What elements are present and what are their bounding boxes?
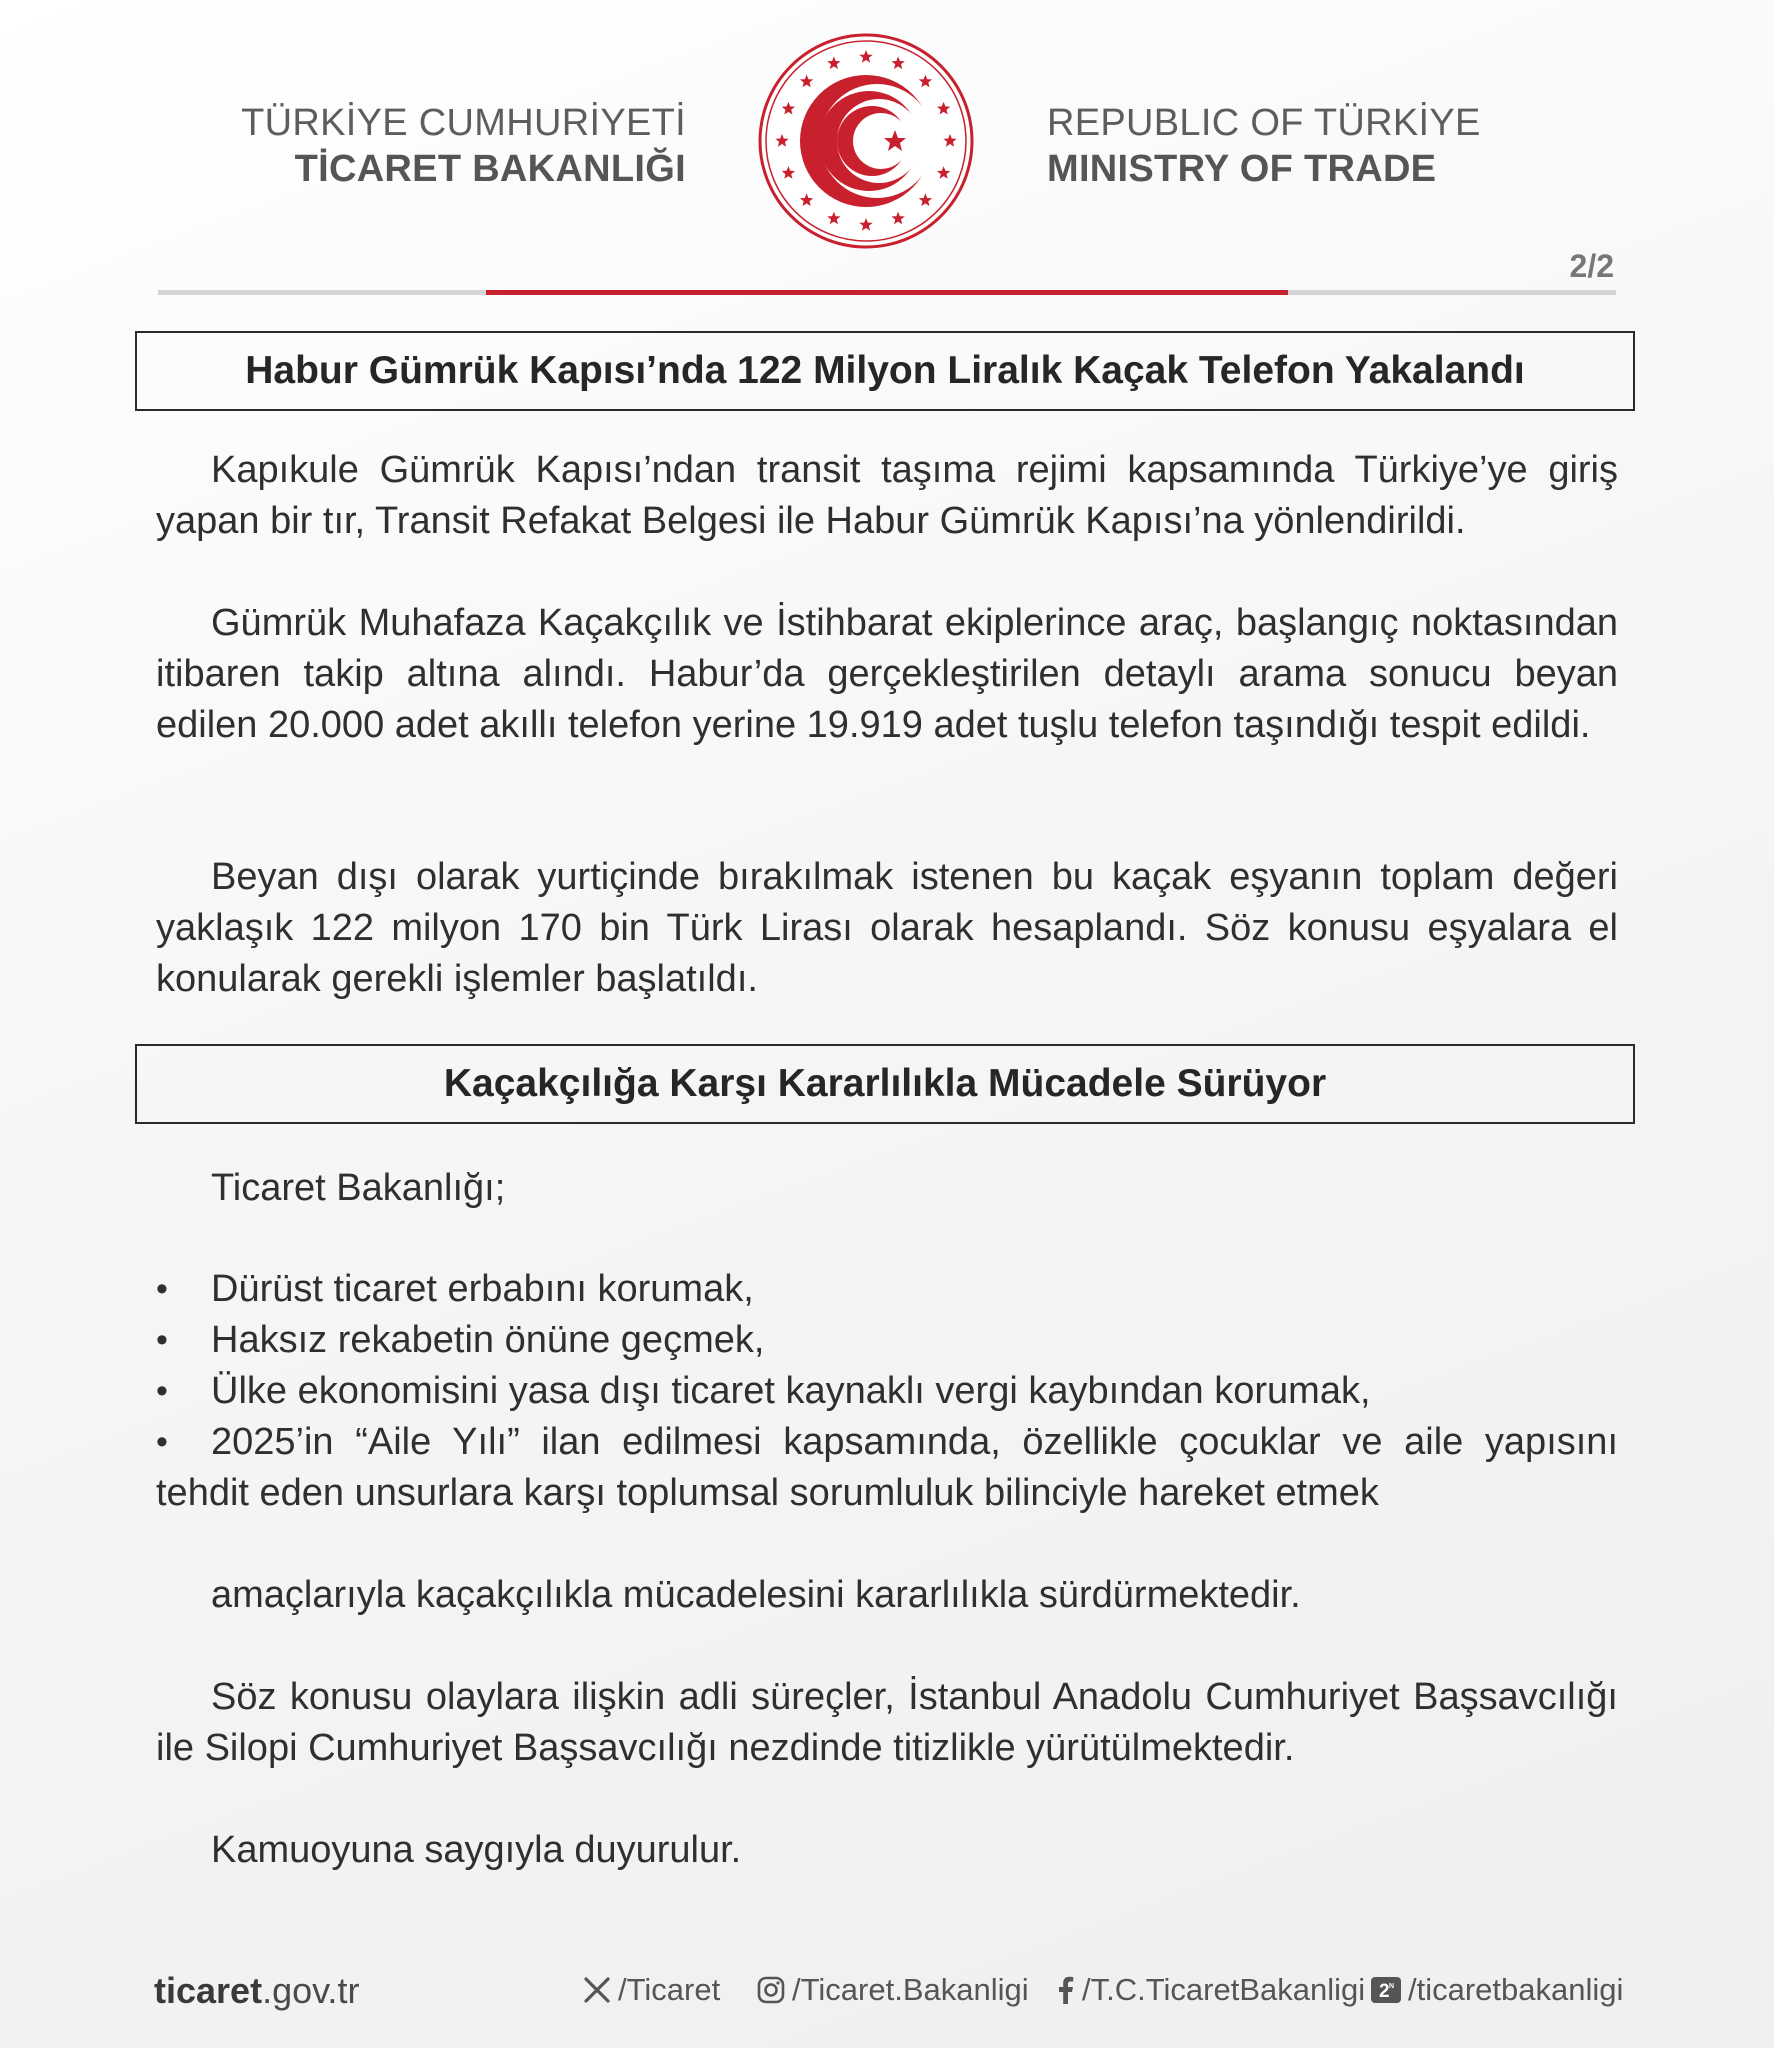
instagram-icon [756, 1975, 786, 2005]
svg-text:2: 2 [1379, 1981, 1390, 2002]
header-divider-accent [486, 290, 1288, 295]
bullet-marker: • [156, 1321, 168, 1359]
footer-facebook-link[interactable] [1054, 1972, 1365, 2008]
bullet-item-2: Haksız rekabetin önüne geçmek, [211, 1319, 765, 1361]
section1-paragraph-3: Beyan dışı olarak yurtiçinde bırakılmak istenen bu kaçak eşyanın toplam değeri yaklaşık 122 milyon 170 bin Türk Lirası olarak hesaplandı. Söz konusu eşyalara el konularak gerekli işlemler başlatıldı. [156, 856, 1618, 1000]
final-announcement: Kamuoyuna saygıyla duyurulur. [211, 1829, 742, 1871]
header-left-line2: TİCARET BAKANLIĞI [294, 148, 686, 190]
header-right-title [1047, 100, 1481, 192]
bullet-item-3: Ülke ekonomisini yasa dışı ticaret kaynaklı vergi kaybından korumak, [211, 1370, 1371, 1412]
header-right-line2: MINISTRY OF TRADE [1047, 148, 1437, 190]
footer-facebook-handle: /T.C.TicaretBakanligi [1082, 1972, 1366, 2007]
page-number: 2/2 [1569, 248, 1614, 284]
bullet-item-4-continuation: tehdit eden unsurlara karşı toplumsal sorumluluk bilinciyle hareket etmek [156, 1472, 1379, 1514]
x-icon [582, 1975, 612, 2005]
section2-closing-line: amaçlarıyla kaçakçılıkla mücadelesini kararlılıkla sürdürmektedir. [211, 1574, 1301, 1616]
bullet-item-1: Dürüst ticaret erbabını korumak, [211, 1268, 754, 1310]
footer-nsosyal-link[interactable] [1370, 1972, 1623, 2008]
section1-paragraph-2: Gümrük Muhafaza Kaçakçılık ve İstihbarat ekiplerince araç, başlangıç noktasından itibaren takip altına alındı. Habur’da gerçekleştirilen detaylı arama sonucu beyan edilen 20.000 adet akıllı telefon yerine 19.919 adet tuşlu telefon taşındığı tespit edildi. [156, 602, 1618, 746]
section2-intro: Ticaret Bakanlığı; [211, 1167, 506, 1209]
header-right-line1: REPUBLIC OF TÜRKİYE [1047, 102, 1481, 144]
bullet-marker: • [156, 1270, 168, 1308]
footer-nsosyal-handle: /ticaretbakanligi [1408, 1972, 1624, 2007]
footer-website-bold: ticaret [154, 1970, 263, 2011]
footer-website[interactable] [154, 1970, 359, 2012]
facebook-icon [1054, 1975, 1076, 2005]
bullet-marker: • [156, 1372, 168, 1410]
svg-text:N: N [1389, 1983, 1395, 1990]
header-left-title [241, 100, 686, 192]
section1-paragraph-1: Kapıkule Gümrük Kapısı’ndan transit taşıma rejimi kapsamında Türkiye’ye giriş yapan bir tır, Transit Refakat Belgesi ile Habur Gümrük Kapısı’na yönlendirildi. [156, 449, 1618, 542]
footer-x-handle: /Ticaret [618, 1972, 721, 2007]
bullet-marker: • [156, 1423, 168, 1461]
judicial-paragraph: Söz konusu olaylara ilişkin adli süreçler, İstanbul Anadolu Cumhuriyet Başsavcılığı ile Silopi Cumhuriyet Başsavcılığı nezdinde titizlikle yürütülmektedir. [156, 1676, 1618, 1769]
nsosyal-icon [1370, 1975, 1402, 2005]
section2-title: Kaçakçılığa Karşı Kararlılıkla Mücadele Sürüyor [135, 1044, 1635, 1124]
ministry-emblem-icon [757, 32, 975, 250]
footer-instagram-link[interactable] [756, 1972, 1029, 2008]
footer-website-rest: .gov.tr [262, 1970, 360, 2011]
footer-instagram-handle: /Ticaret.Bakanligi [792, 1972, 1029, 2007]
header-left-line1: TÜRKİYE CUMHURİYETİ [241, 102, 686, 144]
footer-x-link[interactable] [582, 1972, 720, 2008]
bullet-item-4: 2025’in “Aile Yılı” ilan edilmesi kapsamında, özellikle çocuklar ve aile yapısını [211, 1421, 1618, 1463]
section1-title: Habur Gümrük Kapısı’nda 122 Milyon Liralık Kaçak Telefon Yakalandı [135, 331, 1635, 411]
